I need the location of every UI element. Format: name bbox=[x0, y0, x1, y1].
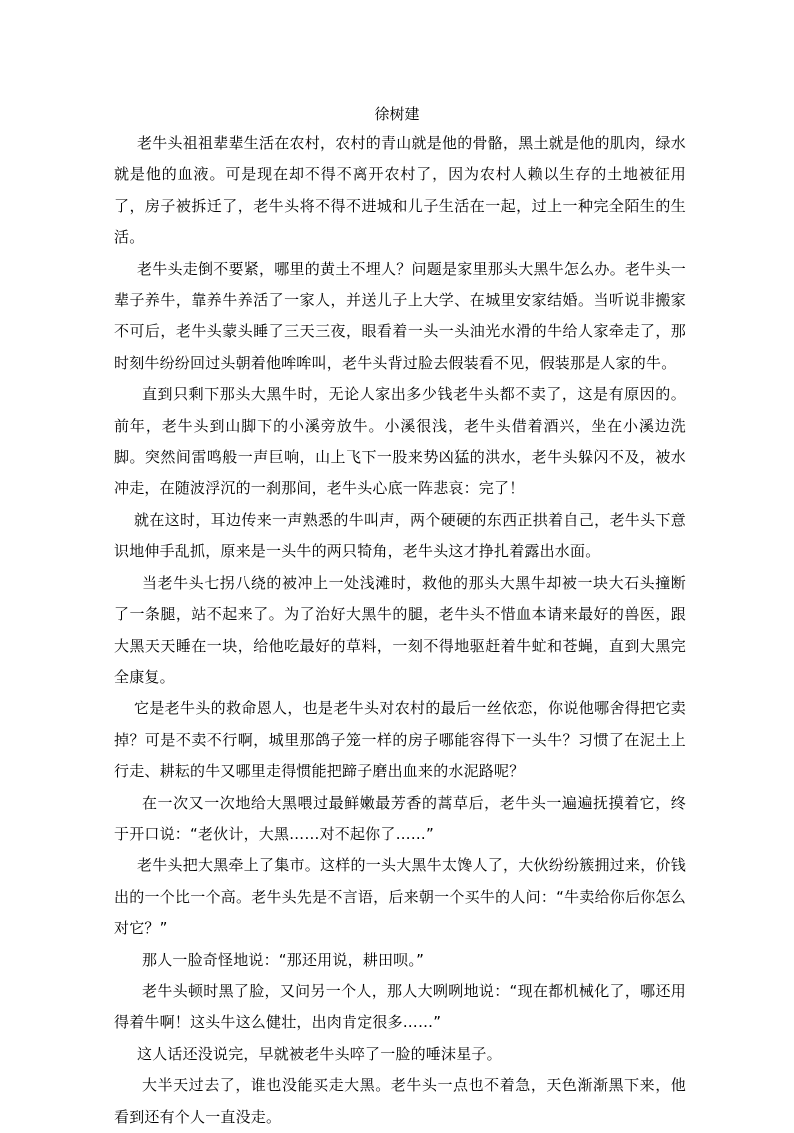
paragraph-12: 大半天过去了，谁也没能买走大黑。老牛头一点也不着急，天色渐渐黑下来，他看到还有个人一直没走。 bbox=[114, 1076, 686, 1126]
paragraph-1: 老牛头祖祖辈辈生活在农村，农村的青山就是他的骨骼，黑土就是他的肌肉，绿水就是他的血液。可是现在却不得不离开农村了，因为农村人赖以生存的土地被征用了，房子被拆迁了，老牛头将不得不进城和儿子生活在一起，过上一种完全陌生的生活。 bbox=[114, 134, 686, 247]
paragraph-4: 就在这时，耳边传来一声熟悉的牛叫声，两个硬硬的东西正拱着自己，老牛头下意识地伸手乱抓，原来是一头牛的两只犄角，老牛头这才挣扎着露出水面。 bbox=[114, 510, 686, 561]
author-name: 徐树建 bbox=[374, 105, 420, 123]
story-body bbox=[114, 128, 686, 1133]
paragraph-6: 它是老牛头的救命恩人，也是老牛头对农村的最后一丝依恋，你说他哪舍得把它卖掉？可是不卖不行啊，城里那鸽子笼一样的房子哪能容得下一头牛？习惯了在泥土上行走、耕耘的牛又哪里走得惯能把蹄子磨出血来的水泥路呢？ bbox=[114, 699, 686, 781]
paragraph-8: 老牛头把大黑牵上了集市。这样的一头大黑牛太馋人了，大伙纷纷簇拥过来，价钱出的一个比一个高。老牛头先是不言语，后来朝一个买牛的人问：“牛卖给你后你怎么对它？” bbox=[114, 856, 686, 938]
paragraph-5: 当老牛头七拐八绕的被冲上一处浅滩时，救他的那头大黑牛却被一块大石头撞断了一条腿，站不起来了。为了治好大黑牛的腿，老牛头不惜血本请来最好的兽医，跟大黑天天睡在一块，给他吃最好的草料，一刻不得地驱赶着牛虻和苍蝇，直到大黑完全康复。 bbox=[114, 573, 686, 686]
paragraph-2: 老牛头走倒不要紧，哪里的黄土不埋人？问题是家里那头大黑牛怎么办。老牛头一辈子养牛，靠养牛养活了一家人，并送儿子上大学、在城里安家结婚。当听说非搬家不可后，老牛头蒙头睡了三天三夜，眼看着一头一头油光水滑的牛给人家牵走了，那时刻牛纷纷回过头朝着他哞哞叫，老牛头背过脸去假装看不见，假装那是人家的牛。 bbox=[114, 259, 686, 372]
paragraph-7: 在一次又一次地给大黑喂过最鲜嫩最芳香的蒿草后，老牛头一遍遍抚摸着它，终于开口说：“老伙计，大黑……对不起你了……” bbox=[114, 793, 686, 843]
paragraph-9: 那人一脸奇怪地说：“那还用说，耕田呗。” bbox=[142, 950, 425, 969]
paragraph-11: 这人话还没说完，早就被老牛头啐了一脸的唾沫星子。 bbox=[137, 1044, 502, 1063]
paragraph-3: 直到只剩下那头大黑牛时，无论人家出多少钱老牛头都不卖了，这是有原因的。前年，老牛头到山脚下的小溪旁放牛。小溪很浅，老牛头借着酒兴，坐在小溪边洗脚。突然间雷鸣般一声巨响，山上飞下一股来势凶猛的洪水，老牛头躲闪不及，被水冲走，在随波浮沉的一刹那间，老牛头心底一阵悲哀：完了！ bbox=[114, 385, 686, 498]
paragraph-10: 老牛头顿时黑了脸，又问另一个人，那人大咧咧地说：“现在都机械化了，哪还用得着牛啊！这头牛这么健壮，出肉肯定很多……” bbox=[114, 981, 686, 1032]
